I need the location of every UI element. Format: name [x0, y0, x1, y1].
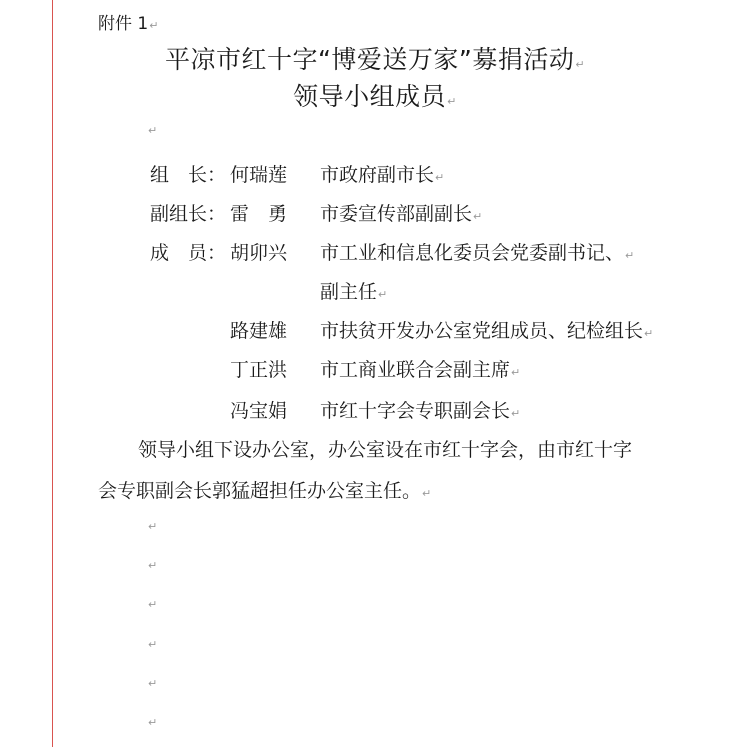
paragraph-mark: ↵	[148, 598, 158, 611]
member-role: 副组长：	[150, 203, 227, 225]
member-position: 市工业和信息化委员会党委副书记、↵	[320, 242, 635, 264]
office-paragraph-line-2: 会专职副会长郭猛超担任办公室主任。↵	[98, 480, 432, 502]
paragraph-mark: ↵	[148, 716, 158, 729]
title-line-1: 平凉市红十字“博爱送万家”募捐活动↵	[164, 45, 586, 74]
title-line-2: 领导小组成员↵	[293, 82, 457, 111]
member-role: 成 员：	[150, 242, 227, 264]
paragraph-mark: ↵	[148, 520, 158, 533]
attachment-label: 附件 1↵	[98, 14, 159, 34]
paragraph-mark: ↵	[148, 124, 158, 137]
member-name: 丁正洪	[230, 359, 288, 381]
member-position: 市扶贫开发办公室党组成员、纪检组长↵	[320, 320, 654, 342]
member-name: 胡卯兴	[230, 242, 288, 264]
member-name: 雷 勇	[230, 203, 288, 225]
member-position: 市委宣传部副副长↵	[320, 203, 483, 225]
member-name: 冯宝娟	[230, 400, 288, 422]
document-page: 附件 1↵ 平凉市红十字“博爱送万家”募捐活动↵ 领导小组成员↵ ↵ 组 长： 何瑞莲 市政府副市长↵ 副组长： 雷 勇 市委宣传部副副长↵ 成 员： 胡卯兴 市工业和信息化委员会党委副书记、↵ 副主任↵ 路建雄 市扶贫开发办公室党组成员、纪检组长↵ 丁正洪 市工商业联合会副主席↵ 冯宝娟 市红十字会专职副会长↵ 领导小组下设办公室，办公室设在市红十字会，由市红十字 会专职副会长郭猛超担任办公室主任。↵ ↵ ↵ ↵ ↵ ↵ ↵	[0, 0, 750, 747]
member-name: 何瑞莲	[230, 164, 288, 186]
member-position: 市工商业联合会副主席↵	[320, 359, 521, 381]
member-position: 市政府副市长↵	[320, 164, 445, 186]
paragraph-mark: ↵	[148, 559, 158, 572]
office-paragraph-line-1: 领导小组下设办公室，办公室设在市红十字会，由市红十字	[138, 439, 633, 461]
paragraph-mark: ↵	[148, 638, 158, 651]
member-role: 组 长：	[150, 164, 227, 186]
paragraph-mark: ↵	[148, 677, 158, 690]
member-position: 市红十字会专职副会长↵	[320, 400, 521, 422]
member-name: 路建雄	[230, 320, 288, 342]
